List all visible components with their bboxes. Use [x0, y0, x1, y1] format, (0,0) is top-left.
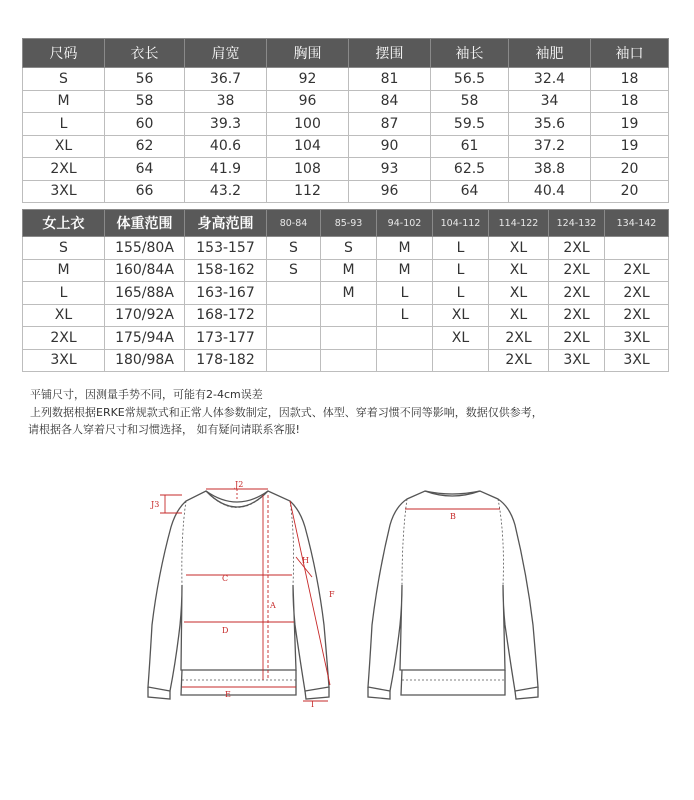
size-table-cell: 56: [105, 68, 185, 91]
women-table-cell: 2XL: [489, 327, 549, 350]
size-table-cell: 84: [349, 90, 431, 113]
size-table-cell: 58: [105, 90, 185, 113]
women-table-cell: XL: [489, 282, 549, 305]
women-table-cell: [321, 304, 377, 327]
women-table-cell: 173-177: [185, 327, 267, 350]
women-table-cell: 2XL: [489, 349, 549, 372]
size-table-cell: 18: [591, 68, 669, 91]
women-table-cell: M: [321, 282, 377, 305]
contact-note: 请根据各人穿着尺寸和习惯选择， 如有疑问请联系客服!: [28, 423, 300, 436]
women-table-row: [23, 327, 669, 350]
women-table-cell: XL: [433, 327, 489, 350]
size-table-cell: 35.6: [509, 113, 591, 136]
size-table-row: [23, 68, 669, 91]
women-table-cell: S: [267, 259, 321, 282]
women-table-row: [23, 304, 669, 327]
size-table-cell: 90: [349, 135, 431, 158]
women-table-cell: L: [23, 282, 105, 305]
size-table-cell: 19: [591, 113, 669, 136]
size-table-cell: 3XL: [23, 180, 105, 203]
size-table-header-cell: 袖肥: [509, 39, 591, 68]
size-table-header-cell: 胸围: [267, 39, 349, 68]
size-table-cell: 62.5: [431, 158, 509, 181]
women-table-header-cell: 124-132: [549, 210, 605, 237]
size-table-cell: 92: [267, 68, 349, 91]
size-table-cell: 39.3: [185, 113, 267, 136]
women-table-cell: 3XL: [605, 349, 669, 372]
size-table-header-cell: 袖口: [591, 39, 669, 68]
women-table-cell: XL: [489, 259, 549, 282]
size-chart-table: [22, 38, 669, 203]
size-table-cell: 34: [509, 90, 591, 113]
women-table-cell: S: [23, 237, 105, 260]
size-table-cell: 56.5: [431, 68, 509, 91]
size-table-cell: 32.4: [509, 68, 591, 91]
women-table-header-cell: 女上衣: [23, 210, 105, 237]
women-table-cell: 155/80A: [105, 237, 185, 260]
size-table-cell: 38.8: [509, 158, 591, 181]
women-table-header-cell: 94-102: [377, 210, 433, 237]
size-table-cell: 19: [591, 135, 669, 158]
women-table-row: [23, 349, 669, 372]
label-f: F: [329, 590, 335, 599]
label-d: D: [222, 626, 229, 635]
label-c: C: [222, 574, 229, 583]
size-table-cell: 40.6: [185, 135, 267, 158]
women-table-cell: [267, 327, 321, 350]
women-table-cell: M: [321, 259, 377, 282]
size-table-cell: 40.4: [509, 180, 591, 203]
size-table-header-cell: 衣长: [105, 39, 185, 68]
women-table-header-row: [23, 210, 669, 237]
women-table-cell: 170/92A: [105, 304, 185, 327]
women-table-cell: 3XL: [605, 327, 669, 350]
front-measurement-lines: [160, 489, 330, 701]
women-table-cell: 2XL: [549, 259, 605, 282]
label-b: B: [450, 512, 456, 521]
women-table-cell: M: [377, 237, 433, 260]
women-table-cell: XL: [433, 304, 489, 327]
size-table-row: [23, 135, 669, 158]
women-table-cell: 178-182: [185, 349, 267, 372]
women-table-row: [23, 259, 669, 282]
label-j2: J2: [235, 480, 244, 489]
women-table-cell: XL: [23, 304, 105, 327]
size-table-cell: 38: [185, 90, 267, 113]
size-table-cell: 60: [105, 113, 185, 136]
size-table-cell: 81: [349, 68, 431, 91]
size-table-cell: L: [23, 113, 105, 136]
size-table-header-cell: 肩宽: [185, 39, 267, 68]
women-table-cell: L: [433, 259, 489, 282]
size-table-cell: 66: [105, 180, 185, 203]
size-table-cell: 43.2: [185, 180, 267, 203]
women-table-cell: L: [377, 304, 433, 327]
size-table-row: [23, 158, 669, 181]
label-i: I: [311, 700, 315, 709]
women-table-cell: 2XL: [605, 282, 669, 305]
women-table-cell: 180/98A: [105, 349, 185, 372]
size-table-cell: 18: [591, 90, 669, 113]
women-table-row: [23, 237, 669, 260]
women-table-cell: 2XL: [605, 304, 669, 327]
women-table-cell: [267, 282, 321, 305]
size-table-cell: 20: [591, 158, 669, 181]
size-table-cell: 36.7: [185, 68, 267, 91]
women-table-cell: 2XL: [549, 237, 605, 260]
size-table-cell: XL: [23, 135, 105, 158]
women-table-header-cell: 85-93: [321, 210, 377, 237]
women-table-row: [23, 282, 669, 305]
label-j3: J3: [151, 500, 160, 509]
size-table-cell: 41.9: [185, 158, 267, 181]
women-table-header-cell: 身高范围: [185, 210, 267, 237]
size-table-cell: 104: [267, 135, 349, 158]
women-table-cell: S: [321, 237, 377, 260]
size-table-cell: 96: [349, 180, 431, 203]
women-table-cell: 2XL: [605, 259, 669, 282]
size-table-cell: 20: [591, 180, 669, 203]
women-table-cell: M: [377, 259, 433, 282]
women-table-cell: M: [23, 259, 105, 282]
women-table-cell: L: [433, 282, 489, 305]
women-table-cell: 168-172: [185, 304, 267, 327]
size-table-cell: 108: [267, 158, 349, 181]
women-table-header-cell: 114-122: [489, 210, 549, 237]
women-table-cell: [377, 327, 433, 350]
size-table-cell: 64: [105, 158, 185, 181]
size-table-header-cell: 尺码: [23, 39, 105, 68]
women-table-cell: [267, 349, 321, 372]
size-table-row: [23, 90, 669, 113]
women-table-cell: XL: [489, 237, 549, 260]
women-table-header-cell: 134-142: [605, 210, 669, 237]
size-table-cell: 62: [105, 135, 185, 158]
women-table-header-cell: 80-84: [267, 210, 321, 237]
size-table-cell: 61: [431, 135, 509, 158]
back-shirt-outline: [368, 491, 538, 699]
size-table-header-cell: 袖长: [431, 39, 509, 68]
size-table-cell: 37.2: [509, 135, 591, 158]
women-table-cell: 2XL: [549, 282, 605, 305]
women-table-header-cell: 体重范围: [105, 210, 185, 237]
women-table-cell: 160/84A: [105, 259, 185, 282]
women-size-guide-table: [22, 209, 669, 372]
size-table-cell: 59.5: [431, 113, 509, 136]
measurement-note: 平铺尺寸，因测量手势不同，可能有2-4cm误差: [30, 388, 263, 401]
size-table-cell: 100: [267, 113, 349, 136]
label-e: E: [225, 690, 231, 699]
size-table-cell: 2XL: [23, 158, 105, 181]
size-table-cell: M: [23, 90, 105, 113]
women-table-cell: 163-167: [185, 282, 267, 305]
women-table-cell: XL: [489, 304, 549, 327]
size-table-header-cell: 摆围: [349, 39, 431, 68]
women-table-cell: 175/94A: [105, 327, 185, 350]
women-table-cell: [321, 349, 377, 372]
size-table-cell: 112: [267, 180, 349, 203]
reference-note: 上列数据根据ERKE常规款式和正常人体参数制定，因款式、体型、穿着习惯不同等影响，数据仅供参考，: [30, 406, 543, 419]
size-table-header-row: [23, 39, 669, 68]
women-table-cell: 3XL: [23, 349, 105, 372]
women-table-cell: [605, 237, 669, 260]
size-table-cell: 87: [349, 113, 431, 136]
label-h: H: [302, 556, 309, 565]
front-shirt-outline: [148, 491, 329, 699]
women-table-cell: S: [267, 237, 321, 260]
women-table-cell: 2XL: [549, 327, 605, 350]
women-table-cell: [433, 349, 489, 372]
size-table-cell: 58: [431, 90, 509, 113]
size-table-cell: 64: [431, 180, 509, 203]
women-table-cell: L: [377, 282, 433, 305]
women-table-cell: [321, 327, 377, 350]
size-table-row: [23, 180, 669, 203]
women-table-cell: 2XL: [549, 304, 605, 327]
women-table-cell: 165/88A: [105, 282, 185, 305]
women-table-cell: L: [433, 237, 489, 260]
women-table-cell: 3XL: [549, 349, 605, 372]
women-table-cell: [267, 304, 321, 327]
size-table-cell: 93: [349, 158, 431, 181]
women-table-cell: 2XL: [23, 327, 105, 350]
size-table-row: [23, 113, 669, 136]
women-table-cell: 158-162: [185, 259, 267, 282]
size-table-cell: 96: [267, 90, 349, 113]
garment-measurement-diagram: [0, 465, 694, 715]
size-table-cell: S: [23, 68, 105, 91]
women-table-cell: 153-157: [185, 237, 267, 260]
women-table-cell: [377, 349, 433, 372]
women-table-header-cell: 104-112: [433, 210, 489, 237]
label-a: A: [270, 601, 276, 610]
